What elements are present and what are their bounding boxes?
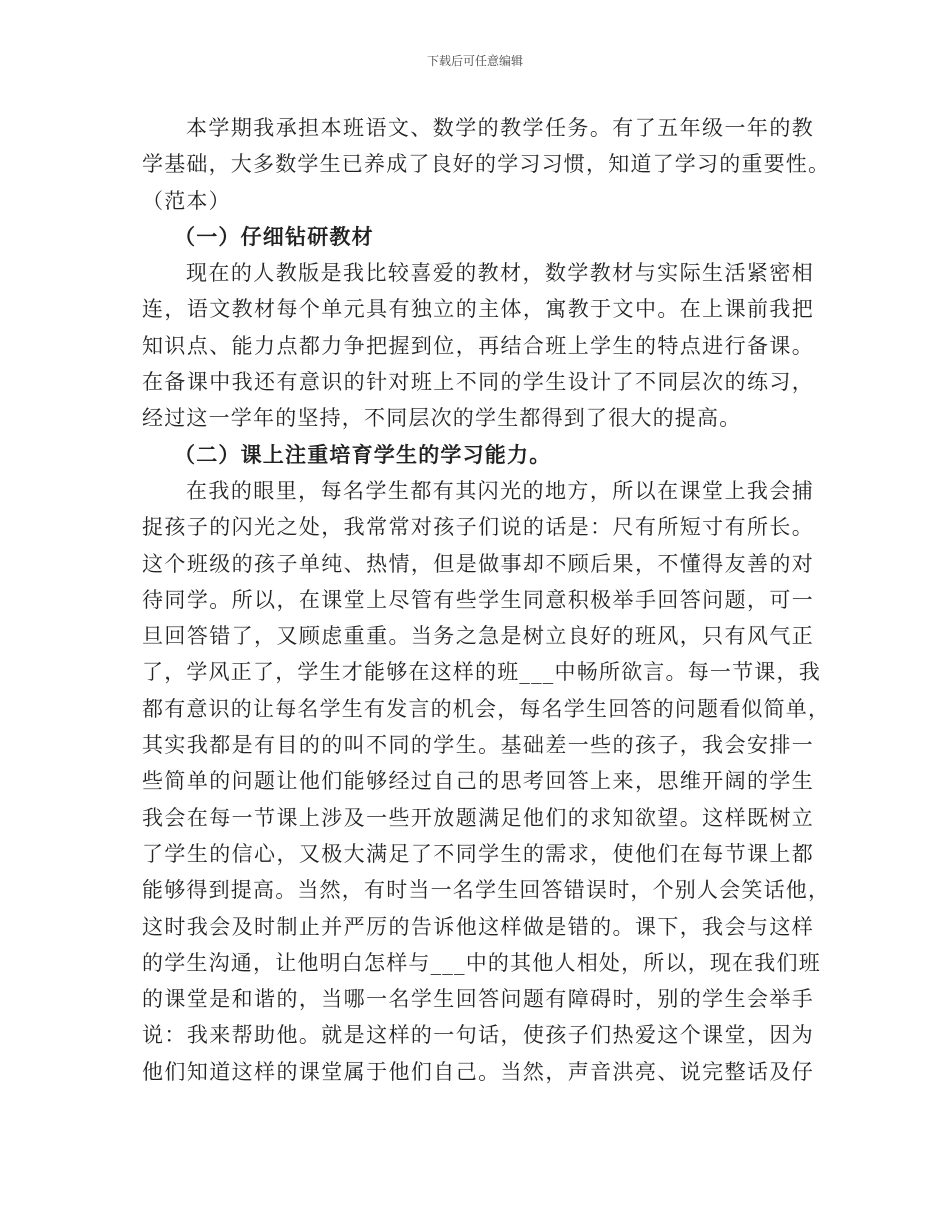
paragraph-line: 了，学风正了，学生才能够在这样的班___中畅所欲言。每一节课，我 [142,660,821,685]
paragraph-line: 经过这一学年的坚持，不同层次的学生都得到了很大的提高。 [142,406,742,431]
paragraph-line: 这时我会及时制止并严厉的告诉他这样做是错的。课下，我会与这样 [142,914,814,939]
paragraph-line: 他们知道这样的课堂属于他们自己。当然，声音洪亮、说完整话及仔 [142,1059,814,1084]
section-heading: （一）仔细钻研教材 [174,223,374,249]
paragraph-line: 学基础，大多数学生已养成了良好的学习习惯，知道了学习的重要性。 [142,152,831,177]
section-heading: （二）课上注重培育学生的学习能力。 [174,441,552,467]
paragraph-line: 在备课中我还有意识的针对班上不同的学生设计了不同层次的练习， [142,370,814,395]
paragraph-line: 些简单的问题让他们能够经过自己的思考回答上来，思维开阔的学生 [142,769,814,794]
paragraph-line: 了学生的信心，又极大满足了不同学生的需求，使他们在每节课上都 [142,841,814,866]
paragraph-line: （范本） [142,188,231,213]
paragraph-line: 都有意识的让每名学生有发言的机会，每名学生回答的问题看似简单， [142,696,831,721]
paragraph-line: 的学生沟通，让他明白怎样与___中的其他人相处，所以，现在我们班 [142,950,821,975]
document-body [142,110,831,1090]
paragraph-line: 待同学。所以，在课堂上尽管有些学生同意积极举手回答问题，可一 [142,587,814,612]
paragraph-line: 其实我都是有目的的叫不同的学生。基础差一些的孩子，我会安排一 [142,733,814,758]
paragraph-line: 现在的人教版是我比较喜爱的教材，数学教材与实际生活紧密相 [186,261,814,286]
paragraph-line: 我会在每一节课上涉及一些开放题满足他们的求知欲望。这样既树立 [142,805,814,830]
page-header: 下载后可任意编辑 [426,54,523,68]
paragraph-line: 这个班级的孩子单纯、热情，但是做事却不顾后果，不懂得友善的对 [142,551,814,576]
paragraph-line: 知识点、能力点都力争把握到位，再结合班上学生的特点进行备课。 [142,333,814,358]
paragraph-line: 旦回答错了，又顾虑重重。当务之急是树立良好的班风，只有风气正 [142,624,814,649]
paragraph-line: 说：我来帮助他。就是这样的一句话，使孩子们热爱这个课堂，因为 [142,1023,814,1048]
paragraph-line: 在我的眼里，每名学生都有其闪光的地方，所以在课堂上我会捕 [186,478,814,503]
paragraph-line: 本学期我承担本班语文、数学的教学任务。有了五年级一年的教 [186,116,814,140]
paragraph-line: 能够得到提高。当然，有时当一名学生回答错误时，个别人会笑话他， [142,878,831,903]
paragraph-line: 的课堂是和谐的，当哪一名学生回答问题有障碍时，别的学生会举手 [142,987,814,1012]
paragraph-line: 捉孩子的闪光之处，我常常对孩子们说的话是：尺有所短寸有所长。 [142,515,814,540]
paragraph-line: 连，语文教材每个单元具有独立的主体，寓教于文中。在上课前我把 [142,297,814,322]
